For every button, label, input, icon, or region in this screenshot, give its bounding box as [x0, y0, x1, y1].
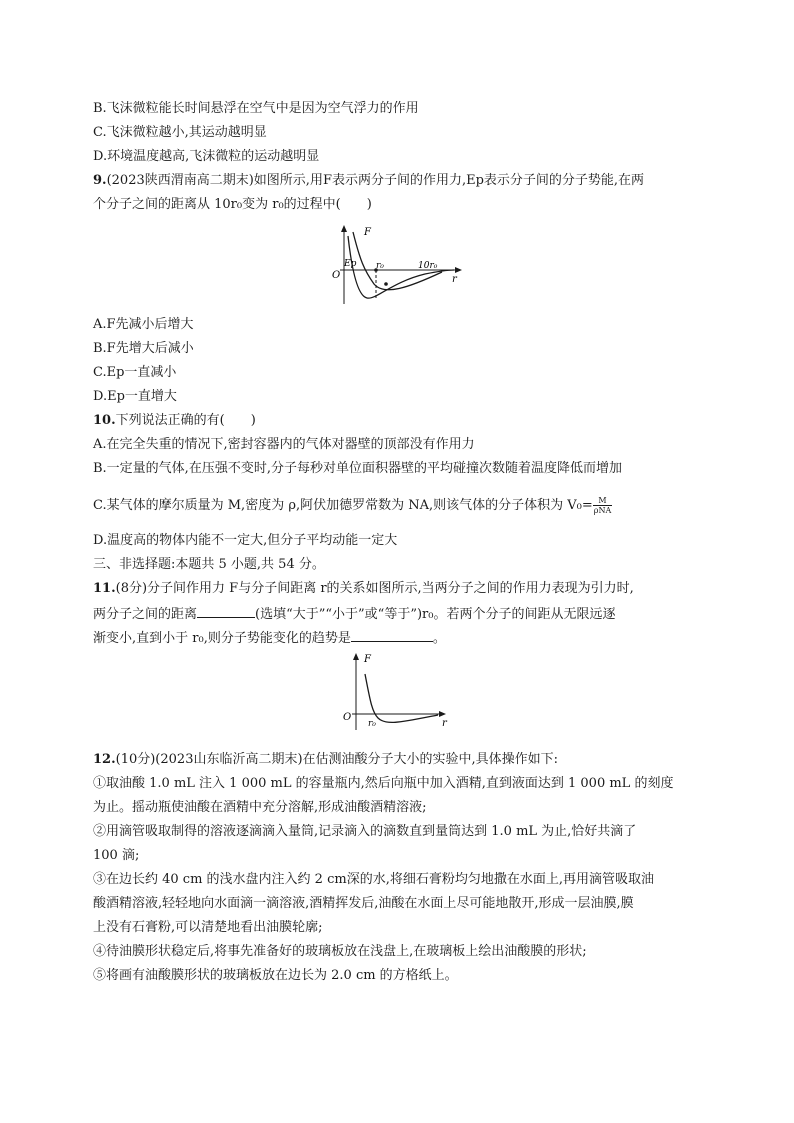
q10-stem-text: 下列说法正确的有( ): [115, 413, 256, 428]
q9-fig-label-10r0: 10r₀: [418, 261, 438, 271]
q9-fig-label-r0: r₀: [376, 261, 384, 271]
q8-option-c: C.飞沫微粒越小,其运动越明显: [93, 125, 267, 140]
q11-line2-end: (选填“大于”“小于”或“等于”)r₀。若两个分子的间距从无限远逐: [255, 607, 616, 622]
q10-volume-fraction: [593, 496, 612, 515]
q12-line1-text: (10分)(2023山东临沂高二期末)在估测油酸分子大小的实验中,具体操作如下:: [115, 752, 559, 767]
q9-stem-text: (2023陕西渭南高二期末)如图所示,用F表示两分子间的作用力,Ep表示分子间的分子势能,在两: [106, 173, 645, 188]
q9-stem-line2: 个分子之间的距离从 10r₀变为 r₀的过程中( ): [93, 197, 372, 212]
q9-option-b: B.F先增大后减小: [93, 341, 194, 356]
q9-number: 9.: [93, 173, 107, 188]
q12-line6: ③在边长约 40 cm 的浅水盘内注入约 2 cm深的水,将细石膏粉均匀地撒在水面上,再用滴管吸取油: [93, 872, 654, 887]
q8-option-d: D.环境温度越高,飞沫微粒的运动越明显: [93, 149, 320, 164]
q9-option-a: A.F先减小后增大: [93, 317, 194, 332]
q11-fig-label-r: r: [442, 718, 447, 729]
q10-stem: [93, 413, 256, 429]
q10-option-a: A.在完全失重的情况下,密封容器内的气体对器壁的顶部没有作用力: [93, 437, 475, 452]
q11-line2-start: 两分子之间的距离: [93, 607, 198, 622]
q11-fig-label-r0: r₀: [368, 719, 376, 729]
q12-line3: 为止。摇动瓶使油酸在酒精中充分溶解,形成油酸酒精溶液;: [93, 800, 427, 815]
q11-line1-text: (8分)分子间作用力 F与分子间距离 r的关系如图所示,当两分子之间的作用力表现为引力时,: [115, 581, 634, 596]
q11-line3: [93, 629, 446, 647]
q12-line7: 酸酒精溶液,轻轻地向水面滴一滴溶液,酒精挥发后,油酸在水面上尽可能地散开,形成一层油膜,膜: [93, 896, 634, 911]
q12-number: 12.: [93, 752, 116, 767]
q12-line8: 上没有石膏粉,可以清楚地看出油膜轮廓;: [93, 920, 323, 935]
q10-fraction-denominator: ρNA: [593, 506, 612, 515]
q12-line1: [93, 752, 558, 768]
q9-option-c: C.Ep一直减小: [93, 365, 177, 380]
q12-line2: ①取油酸 1.0 mL 注入 1 000 mL 的容量瓶内,然后向瓶中加入酒精,直到液面达到 1 000 mL 的刻度: [93, 776, 674, 791]
q10-option-c: [93, 496, 612, 515]
q11-fig-label-origin: O: [343, 712, 352, 723]
q12-line5: 100 滴;: [93, 848, 140, 863]
section-3-heading: 三、非选择题:本题共 5 小题,共 54 分。: [93, 557, 325, 572]
q12-line9: ④待油膜形状稳定后,将事先准备好的玻璃板放在浅盘上,在玻璃板上绘出油酸膜的形状;: [93, 944, 587, 959]
q11-fig-label-f: F: [364, 654, 371, 665]
q12-line4: ②用滴管吸取制得的溶液逐滴滴入量筒,记录滴入的滴数直到量筒达到 1.0 mL 为止,恰好共滴了: [93, 824, 637, 839]
q11-line3-end: 。: [432, 631, 446, 646]
q12-line10: ⑤将画有油酸膜形状的玻璃板放在边长为 2.0 cm 的方格纸上。: [93, 968, 458, 983]
q11-line1: [93, 581, 634, 597]
q8-option-b: B.飞沫微粒能长时间悬浮在空气中是因为空气浮力的作用: [93, 101, 419, 116]
q9-fig-label-ep: Ep: [344, 259, 357, 269]
q9-fig-label-origin: O: [332, 270, 341, 281]
q9-stem-line1: [93, 173, 644, 189]
q11-number: 11.: [93, 581, 116, 596]
q11-line3-start: 渐变小,直到小于 r₀,则分子势能变化的趋势是: [93, 631, 351, 646]
q9-force-potential-graph: [330, 222, 470, 308]
q10-fraction-numerator: M: [593, 496, 612, 506]
q10-number: 10.: [93, 413, 116, 428]
q11-line2: [93, 605, 615, 623]
q11-force-graph: [338, 650, 458, 734]
q9-fig-label-r: r: [452, 274, 457, 285]
q11-answer-blank-1[interactable]: [197, 605, 255, 618]
q11-answer-blank-2[interactable]: [351, 629, 433, 642]
q10-option-b: B.一定量的气体,在压强不变时,分子每秒对单位面积器壁的平均碰撞次数随着温度降低而增加: [93, 461, 622, 476]
q9-fig-label-f: F: [364, 227, 371, 238]
q10-option-d: D.温度高的物体内能不一定大,但分子平均动能一定大: [93, 533, 398, 548]
q9-option-d: D.Ep一直增大: [93, 389, 177, 404]
q10-option-c-text: C.某气体的摩尔质量为 M,密度为 ρ,阿伏加德罗常数为 NA,则该气体的分子体积为 V₀=: [93, 498, 593, 513]
